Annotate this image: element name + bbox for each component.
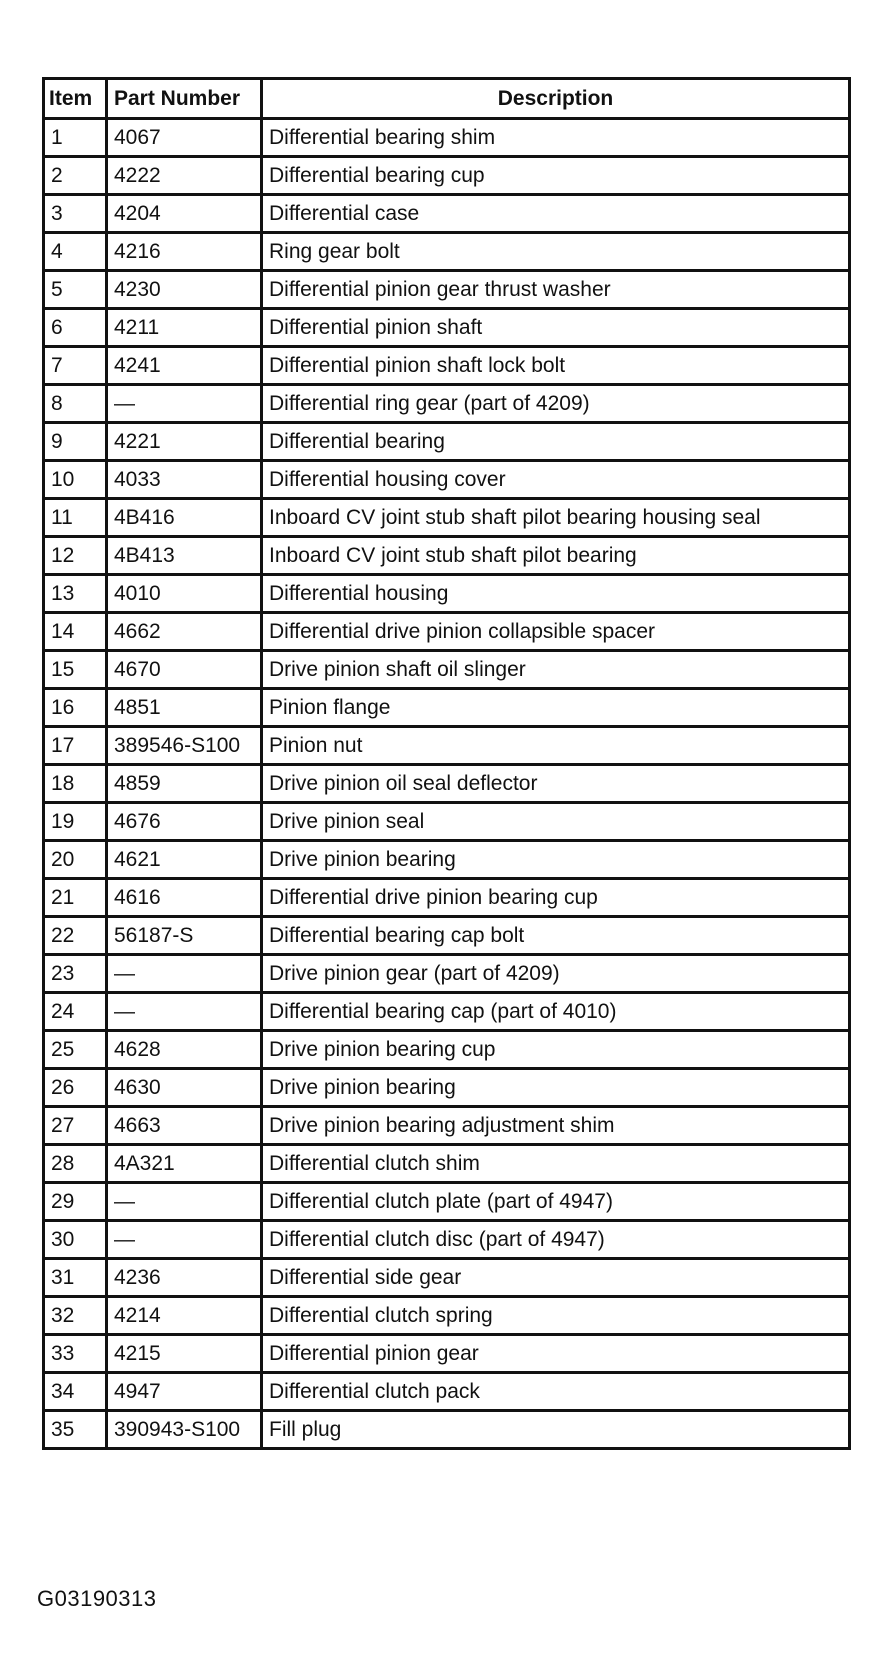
table-row	[44, 727, 850, 765]
cell-item: 1	[44, 119, 107, 157]
table-row	[44, 1335, 850, 1373]
cell-part-number: —	[107, 1221, 262, 1259]
cell-part-number: 4216	[107, 233, 262, 271]
table-row	[44, 765, 850, 803]
cell-part-number: 4215	[107, 1335, 262, 1373]
cell-part-number: 4236	[107, 1259, 262, 1297]
cell-description: Differential ring gear (part of 4209)	[262, 385, 850, 423]
cell-part-number: 4241	[107, 347, 262, 385]
cell-part-number: 4010	[107, 575, 262, 613]
header-row	[44, 79, 850, 119]
cell-description: Drive pinion bearing	[262, 1069, 850, 1107]
cell-description: Differential side gear	[262, 1259, 850, 1297]
cell-part-number: 4621	[107, 841, 262, 879]
cell-part-number: 4947	[107, 1373, 262, 1411]
table-row	[44, 1373, 850, 1411]
cell-item: 27	[44, 1107, 107, 1145]
cell-item: 24	[44, 993, 107, 1031]
cell-item: 19	[44, 803, 107, 841]
cell-item: 13	[44, 575, 107, 613]
cell-item: 29	[44, 1183, 107, 1221]
cell-part-number: 4859	[107, 765, 262, 803]
cell-description: Differential drive pinion bearing cup	[262, 879, 850, 917]
cell-item: 16	[44, 689, 107, 727]
cell-description: Differential clutch pack	[262, 1373, 850, 1411]
table-header	[44, 79, 850, 119]
cell-item: 2	[44, 157, 107, 195]
cell-part-number: 4662	[107, 613, 262, 651]
cell-description: Differential clutch shim	[262, 1145, 850, 1183]
cell-description: Differential case	[262, 195, 850, 233]
cell-part-number: 4B413	[107, 537, 262, 575]
cell-part-number: 4628	[107, 1031, 262, 1069]
cell-item: 20	[44, 841, 107, 879]
cell-item: 10	[44, 461, 107, 499]
table-row	[44, 309, 850, 347]
cell-part-number: 4204	[107, 195, 262, 233]
cell-description: Differential clutch disc (part of 4947)	[262, 1221, 850, 1259]
table-row	[44, 233, 850, 271]
cell-item: 22	[44, 917, 107, 955]
cell-item: 6	[44, 309, 107, 347]
cell-item: 8	[44, 385, 107, 423]
table-row	[44, 1411, 850, 1449]
cell-item: 4	[44, 233, 107, 271]
cell-part-number: —	[107, 385, 262, 423]
cell-description: Drive pinion bearing cup	[262, 1031, 850, 1069]
table-body	[44, 119, 850, 1449]
cell-description: Differential bearing shim	[262, 119, 850, 157]
table-row	[44, 1107, 850, 1145]
table-row	[44, 537, 850, 575]
cell-description: Drive pinion bearing	[262, 841, 850, 879]
cell-item: 17	[44, 727, 107, 765]
cell-item: 12	[44, 537, 107, 575]
column-header-item: Item	[44, 79, 107, 119]
cell-part-number: 4211	[107, 309, 262, 347]
cell-item: 30	[44, 1221, 107, 1259]
cell-part-number: —	[107, 955, 262, 993]
table-row	[44, 993, 850, 1031]
cell-description: Inboard CV joint stub shaft pilot bearing	[262, 537, 850, 575]
cell-description: Differential bearing cap (part of 4010)	[262, 993, 850, 1031]
cell-part-number: 4A321	[107, 1145, 262, 1183]
cell-item: 31	[44, 1259, 107, 1297]
cell-part-number: 4214	[107, 1297, 262, 1335]
cell-item: 33	[44, 1335, 107, 1373]
cell-item: 7	[44, 347, 107, 385]
cell-description: Inboard CV joint stub shaft pilot bearing housing seal	[262, 499, 850, 537]
table-row	[44, 385, 850, 423]
cell-description: Drive pinion bearing adjustment shim	[262, 1107, 850, 1145]
cell-part-number: 4616	[107, 879, 262, 917]
table-row	[44, 689, 850, 727]
cell-part-number: 4670	[107, 651, 262, 689]
cell-part-number: 4222	[107, 157, 262, 195]
cell-description: Ring gear bolt	[262, 233, 850, 271]
column-header-description: Description	[262, 79, 850, 119]
cell-description: Differential bearing cap bolt	[262, 917, 850, 955]
cell-item: 18	[44, 765, 107, 803]
cell-item: 5	[44, 271, 107, 309]
cell-description: Pinion flange	[262, 689, 850, 727]
cell-description: Differential clutch spring	[262, 1297, 850, 1335]
cell-part-number: 4230	[107, 271, 262, 309]
cell-description: Fill plug	[262, 1411, 850, 1449]
table-row	[44, 879, 850, 917]
table-row	[44, 347, 850, 385]
table-row	[44, 841, 850, 879]
table-row	[44, 271, 850, 309]
cell-part-number: 4851	[107, 689, 262, 727]
cell-part-number: 4033	[107, 461, 262, 499]
table-row	[44, 1259, 850, 1297]
cell-item: 32	[44, 1297, 107, 1335]
table-row	[44, 651, 850, 689]
table-row	[44, 499, 850, 537]
cell-item: 28	[44, 1145, 107, 1183]
cell-item: 25	[44, 1031, 107, 1069]
cell-item: 3	[44, 195, 107, 233]
cell-part-number: 4067	[107, 119, 262, 157]
table-row	[44, 955, 850, 993]
table-row	[44, 1145, 850, 1183]
parts-table	[42, 77, 851, 1450]
table-row	[44, 575, 850, 613]
cell-item: 34	[44, 1373, 107, 1411]
cell-description: Differential housing	[262, 575, 850, 613]
cell-part-number: 4B416	[107, 499, 262, 537]
cell-description: Differential pinion shaft	[262, 309, 850, 347]
cell-description: Pinion nut	[262, 727, 850, 765]
cell-item: 11	[44, 499, 107, 537]
table-row	[44, 423, 850, 461]
cell-item: 21	[44, 879, 107, 917]
cell-part-number: 56187-S	[107, 917, 262, 955]
cell-item: 15	[44, 651, 107, 689]
table-row	[44, 461, 850, 499]
column-header-part-number: Part Number	[107, 79, 262, 119]
cell-part-number: —	[107, 1183, 262, 1221]
cell-description: Drive pinion oil seal deflector	[262, 765, 850, 803]
cell-description: Drive pinion seal	[262, 803, 850, 841]
cell-description: Differential bearing	[262, 423, 850, 461]
table-row	[44, 119, 850, 157]
table-row	[44, 1297, 850, 1335]
cell-item: 23	[44, 955, 107, 993]
cell-part-number: 390943-S100	[107, 1411, 262, 1449]
cell-description: Differential pinion shaft lock bolt	[262, 347, 850, 385]
cell-description: Differential drive pinion collapsible spacer	[262, 613, 850, 651]
cell-item: 35	[44, 1411, 107, 1449]
cell-item: 26	[44, 1069, 107, 1107]
table-row	[44, 1183, 850, 1221]
table-row	[44, 195, 850, 233]
cell-part-number: 389546-S100	[107, 727, 262, 765]
cell-item: 9	[44, 423, 107, 461]
cell-part-number: 4221	[107, 423, 262, 461]
cell-description: Drive pinion shaft oil slinger	[262, 651, 850, 689]
figure-code: G03190313	[37, 1586, 157, 1611]
cell-part-number: —	[107, 993, 262, 1031]
table-row	[44, 1221, 850, 1259]
cell-part-number: 4630	[107, 1069, 262, 1107]
table-row	[44, 917, 850, 955]
cell-description: Differential pinion gear thrust washer	[262, 271, 850, 309]
cell-part-number: 4676	[107, 803, 262, 841]
cell-item: 14	[44, 613, 107, 651]
cell-part-number: 4663	[107, 1107, 262, 1145]
cell-description: Differential bearing cup	[262, 157, 850, 195]
table-row	[44, 1031, 850, 1069]
table-row	[44, 1069, 850, 1107]
cell-description: Differential pinion gear	[262, 1335, 850, 1373]
cell-description: Differential housing cover	[262, 461, 850, 499]
cell-description: Differential clutch plate (part of 4947)	[262, 1183, 850, 1221]
table-row	[44, 157, 850, 195]
table-row	[44, 803, 850, 841]
table-row	[44, 613, 850, 651]
cell-description: Drive pinion gear (part of 4209)	[262, 955, 850, 993]
